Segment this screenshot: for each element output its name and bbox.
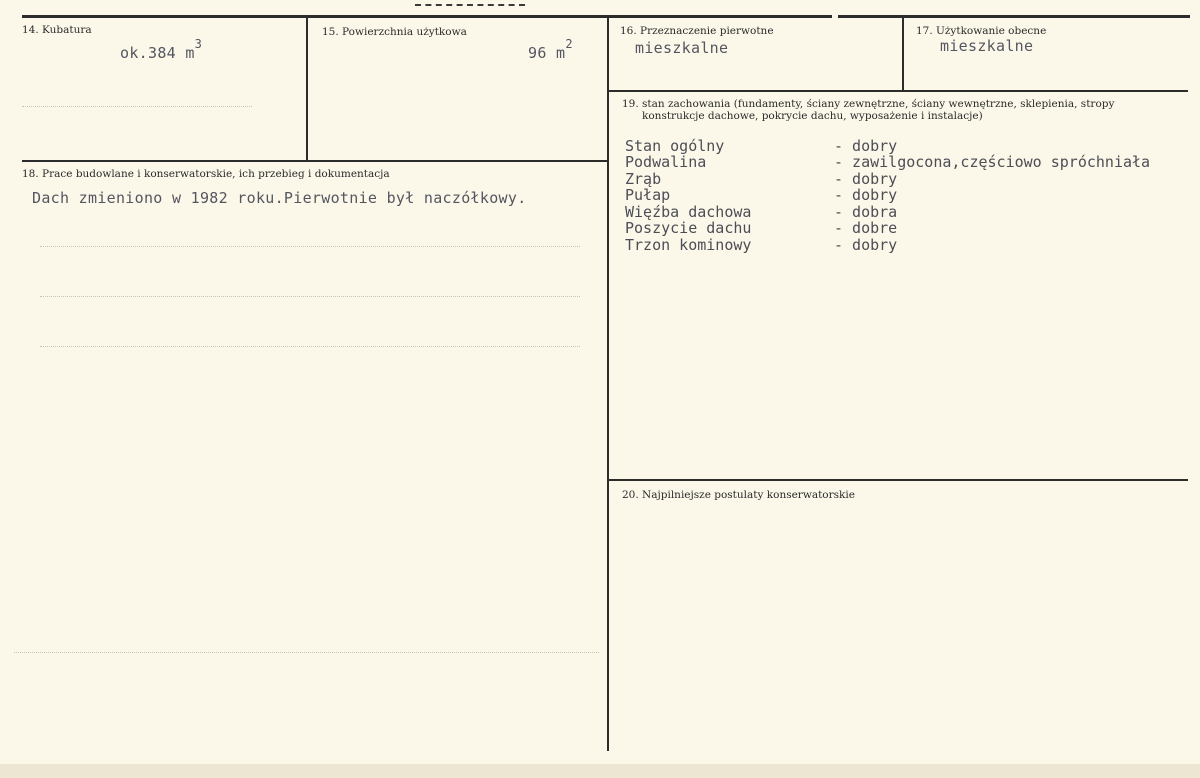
condition-name: Trzon kominowy xyxy=(625,236,752,254)
condition-value: - dobry xyxy=(834,137,898,155)
condition-name: Pułap xyxy=(625,186,671,204)
rule-under-14-15 xyxy=(22,160,607,162)
condition-value: - dobra xyxy=(834,203,898,221)
header-dashed-mark xyxy=(415,0,525,6)
divider-14-15 xyxy=(306,18,308,160)
condition-name: Stan ogólny xyxy=(625,137,725,155)
rule-under-16-17 xyxy=(609,90,1188,92)
card-bottom-edge xyxy=(0,764,1200,778)
field14-value: ok.384 $m^3$ xyxy=(120,37,203,62)
condition-name: Poszycie dachu xyxy=(625,219,752,237)
field19-label-line2: konstrukcje dachowe, pokrycie dachu, wyposażenie i instalacje) xyxy=(642,110,983,122)
field15-label: 15. Powierzchnia użytkowa xyxy=(322,26,467,38)
field19-label-line1: 19. stan zachowania (fundamenty, ściany zewnętrzne, ściany wewnętrzne, sklepienia, stropy xyxy=(622,98,1115,110)
condition-value: - dobry xyxy=(834,236,898,254)
divider-16-17 xyxy=(902,18,904,90)
field16-label: 16. Przeznaczenie pierwotne xyxy=(620,25,774,37)
top-rule-right xyxy=(838,15,1190,18)
dotted-guide xyxy=(40,346,580,347)
condition-name: Więźba dachowa xyxy=(625,203,752,221)
dotted-guide xyxy=(40,246,580,247)
dotted-guide xyxy=(14,652,599,653)
field17-value: mieszkalne xyxy=(940,37,1034,55)
condition-value: - dobry xyxy=(834,186,898,204)
condition-name: Podwalina xyxy=(625,153,707,171)
field18-label: 18. Prace budowlane i konserwatorskie, ich przebieg i dokumentacja xyxy=(22,168,390,180)
field14-label: 14. Kubatura xyxy=(22,24,92,36)
field18-value: Dach zmieniono w 1982 roku.Pierwotnie był naczółkowy. xyxy=(32,189,527,207)
dotted-guide xyxy=(22,106,252,107)
field15-value: 96 $m^2$ xyxy=(528,37,573,62)
field16-value: mieszkalne xyxy=(635,39,729,57)
field17-label: 17. Użytkowanie obecne xyxy=(916,25,1047,37)
field20-label: 20. Najpilniejsze postulaty konserwatorskie xyxy=(622,489,855,501)
condition-value: - dobry xyxy=(834,170,898,188)
condition-value: - zawilgocona,częściowo spróchniała xyxy=(834,153,1151,171)
condition-name: Zrąb xyxy=(625,170,662,188)
main-vertical-divider xyxy=(607,18,609,751)
top-rule-left xyxy=(22,15,832,18)
rule-under-19 xyxy=(609,479,1188,481)
dotted-guide xyxy=(40,296,580,297)
condition-value: - dobre xyxy=(834,219,898,237)
